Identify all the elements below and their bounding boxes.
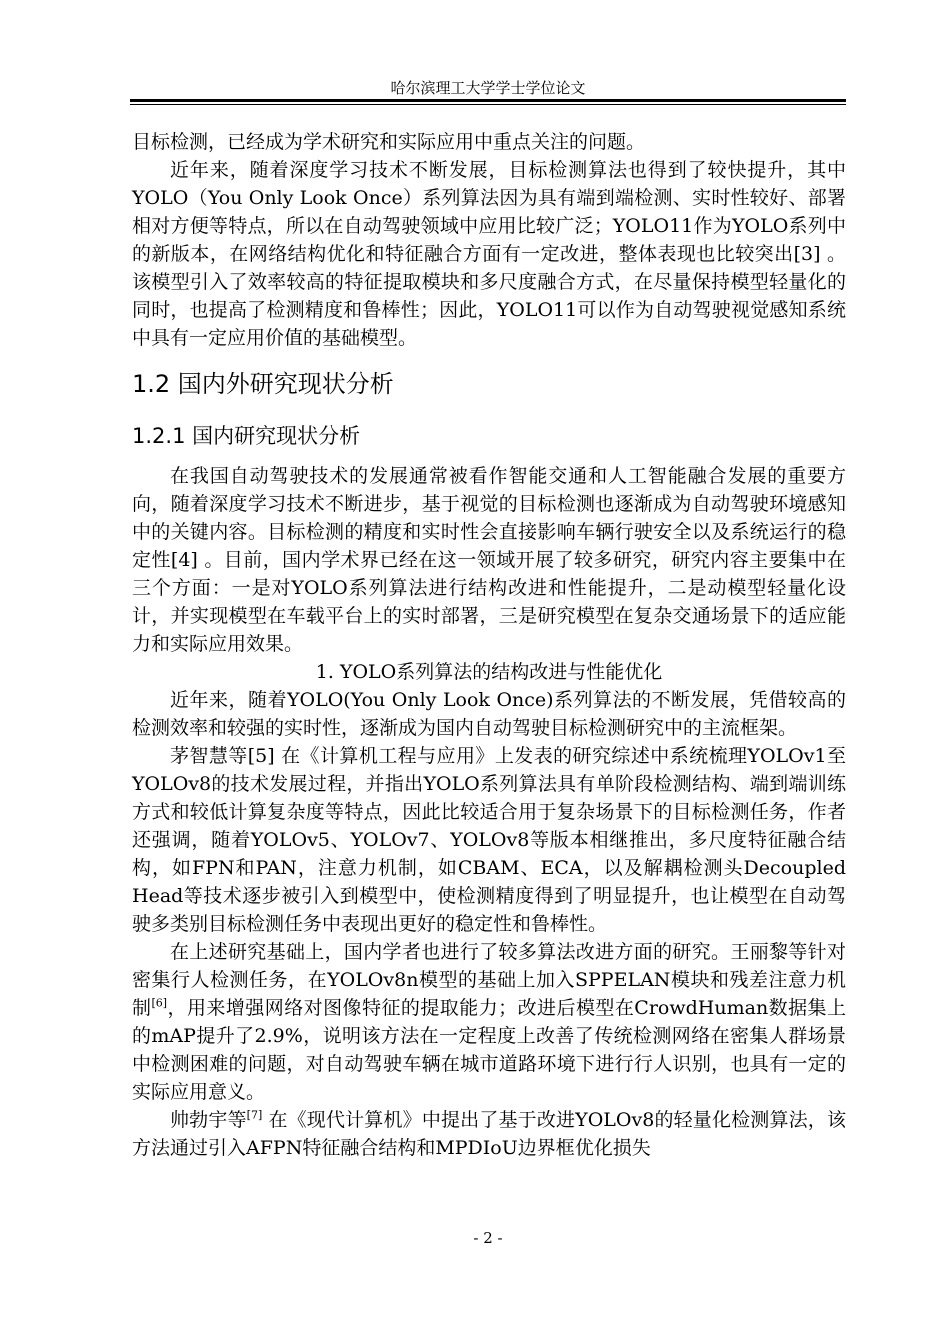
page-body — [132, 128, 846, 1162]
paragraph-continuation: 目标检测，已经成为学术研究和实际应用中重点关注的问题。 — [132, 131, 646, 153]
citation-7: [7] — [246, 1108, 263, 1122]
numbered-subheading-1: 1. YOLO系列算法的结构改进与性能优化 — [315, 661, 663, 683]
page-number: - 2 - — [473, 1229, 503, 1247]
paragraph-yolo-overview: 近年来，随着深度学习技术不断发展，目标检测算法也得到了较快提升，其中YOLO（You Only Look Once）系列算法因为具有端到端检测、实时性较好、部署相对方便等特点，所以在自动驾驶领域中应用比较广泛；YOLO11作为YOLO系列中的新版本，在网络结构优化和特征融合方面有一定改进，整体表现也比较突出[3] 。该模型引入了效率较高的特征提取模块和多尺度融合方式，在尽量保持模型轻量化的同时，也提高了检测精度和鲁棒性；因此，YOLO11可以作为自动驾驶视觉感知系统中具有一定应用价值的基础模型。 — [132, 159, 846, 349]
paragraph-shuai-part1: 帅勃宇等 — [170, 1109, 247, 1131]
paragraph-domestic-overview: 在我国自动驾驶技术的发展通常被看作智能交通和人工智能融合发展的重要方向，随着深度学习技术不断进步，基于视觉的目标检测也逐渐成为自动驾驶环境感知中的关键内容。目标检测的精度和实时性会直接影响车辆行驶安全以及系统运行的稳定性[4] 。目前，国内学术界已经在这一领域开展了较多研究，研究内容主要集中在三个方面：一是对YOLO系列算法进行结构改进和性能提升，二是动模型轻量化设计，并实现模型在车载平台上的实时部署，三是研究模型在复杂交通场景下的适应能力和实际应用效果。 — [132, 465, 846, 655]
header-rule-thick — [130, 99, 846, 102]
paragraph-mao-review: 茅智慧等[5] 在《计算机工程与应用》上发表的研究综述中系统梳理YOLOv1至YOLOv8的技术发展过程，并指出YOLO系列算法具有单阶段检测结构、端到端训练方式和较低计算复杂度等特点，因此比较适合用于复杂场景下的目标检测任务，作者还强调，随着YOLOv5、YOLOv7、YOLOv8等版本相继推出，多尺度特征融合结构，如FPN和PAN，注意力机制，如CBAM、ECA，以及解耦检测头Decoupled Head等技术逐步被引入到模型中，使检测精度得到了明显提升，也让模型在自动驾驶多类别目标检测任务中表现出更好的稳定性和鲁棒性。 — [132, 745, 846, 935]
paragraph-wang-part1: 在上述研究基础上，国内学者也进行了较多算法改进方面的研究。王丽黎等针对密集行人检测任务，在YOLOv8n模型的基础上加入SPPELAN模块和残差注意力机制 — [132, 941, 846, 1019]
paragraph-yolo-framework: 近年来，随着YOLO(You Only Look Once)系列算法的不断发展，凭借较高的检测效率和较强的实时性，逐渐成为国内自动驾驶目标检测研究中的主流框架。 — [132, 689, 846, 739]
paragraph-shuai-study — [132, 1106, 846, 1162]
header-rule-thin — [130, 104, 846, 105]
running-header: 哈尔滨理工大学学士学位论文 — [390, 79, 586, 97]
section-heading-1-2: 1.2 国内外研究现状分析 — [132, 370, 394, 398]
paragraph-wang-study — [132, 938, 846, 1106]
citation-6: [6] — [151, 996, 168, 1010]
paragraph-wang-part2: ，用来增强网络对图像特征的提取能力；改进后模型在CrowdHuman数据集上的mAP提升了2.9%，说明该方法在一定程度上改善了传统检测网络在密集人群场景中检测困难的问题，对自动驾驶车辆在城市道路环境下进行行人识别，也具有一定的实际应用意义。 — [132, 997, 846, 1103]
paragraph-shuai-part2: 在《现代计算机》中提出了基于改进YOLOv8的轻量化检测算法，该方法通过引入AFPN特征融合结构和MPDIoU边界框优化损失 — [132, 1109, 846, 1159]
subsection-heading-1-2-1: 1.2.1 国内研究现状分析 — [132, 424, 361, 448]
